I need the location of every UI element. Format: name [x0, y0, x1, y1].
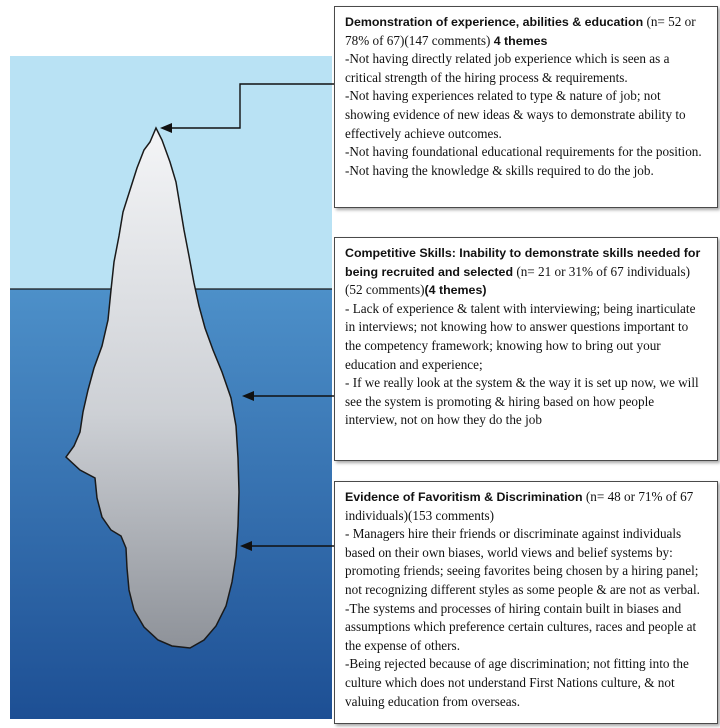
- favoritism-line: -Being rejected because of age discrimination; not fitting into the culture which does not understand First Nations culture, & not valuing education from overseas.: [345, 656, 689, 709]
- experience-line: -Not having experiences related to type & nature of job; not showing evidence of new ideas & ways to demonstrate ability to effectively achieve outcomes.: [345, 88, 686, 141]
- competitive-skills-heading: Competitive Skills: Inability to demonstrate skills needed for being recruited and selected (n= 21 or 31% of 67 individuals)(52 comments)(4 themes): [345, 246, 701, 298]
- experience-line: -Not having directly related job experience which is seen as a critical strength of the hiring process & requirements.: [345, 51, 670, 85]
- experience-line: -Not having foundational educational requirements for the position.: [345, 144, 702, 160]
- favoritism-heading: Evidence of Favoritism & Discrimination (n= 48 or 71% of 67 individuals)(153 comments): [345, 489, 694, 523]
- experience-heading: Demonstration of experience, abilities & education (n= 52 or 78% of 67)(147 comments) 4 themes: [345, 14, 696, 48]
- favoritism-line: - Managers hire their friends or discriminate against individuals based on their own biases, world views and belief systems by: promoting friends; seeing favorites being chosen by a hiring panel; not recognizing different styles as some people & are not as verbal.: [345, 526, 700, 597]
- favoritism-line: -The systems and processes of hiring contain built in biases and assumptions which preference certain cultures, races and people at the expense of others.: [345, 600, 697, 653]
- experience-callout: [334, 6, 718, 208]
- competitive-skills-callout: [334, 237, 718, 461]
- experience-line: -Not having the knowledge & skills required to do the job.: [345, 162, 654, 178]
- competitive-skills-line: - If we really look at the system & the way it is set up now, we will see the system is promoting & hiring based on how people interview, not on how they do the job: [345, 375, 699, 428]
- competitive-skills-line: - Lack of experience & talent with interviewing; being inarticulate in interviews; not knowing how to answer questions important to the competency framework; knowing how to bring out your education and experience;: [345, 300, 696, 372]
- favoritism-callout: [334, 481, 718, 724]
